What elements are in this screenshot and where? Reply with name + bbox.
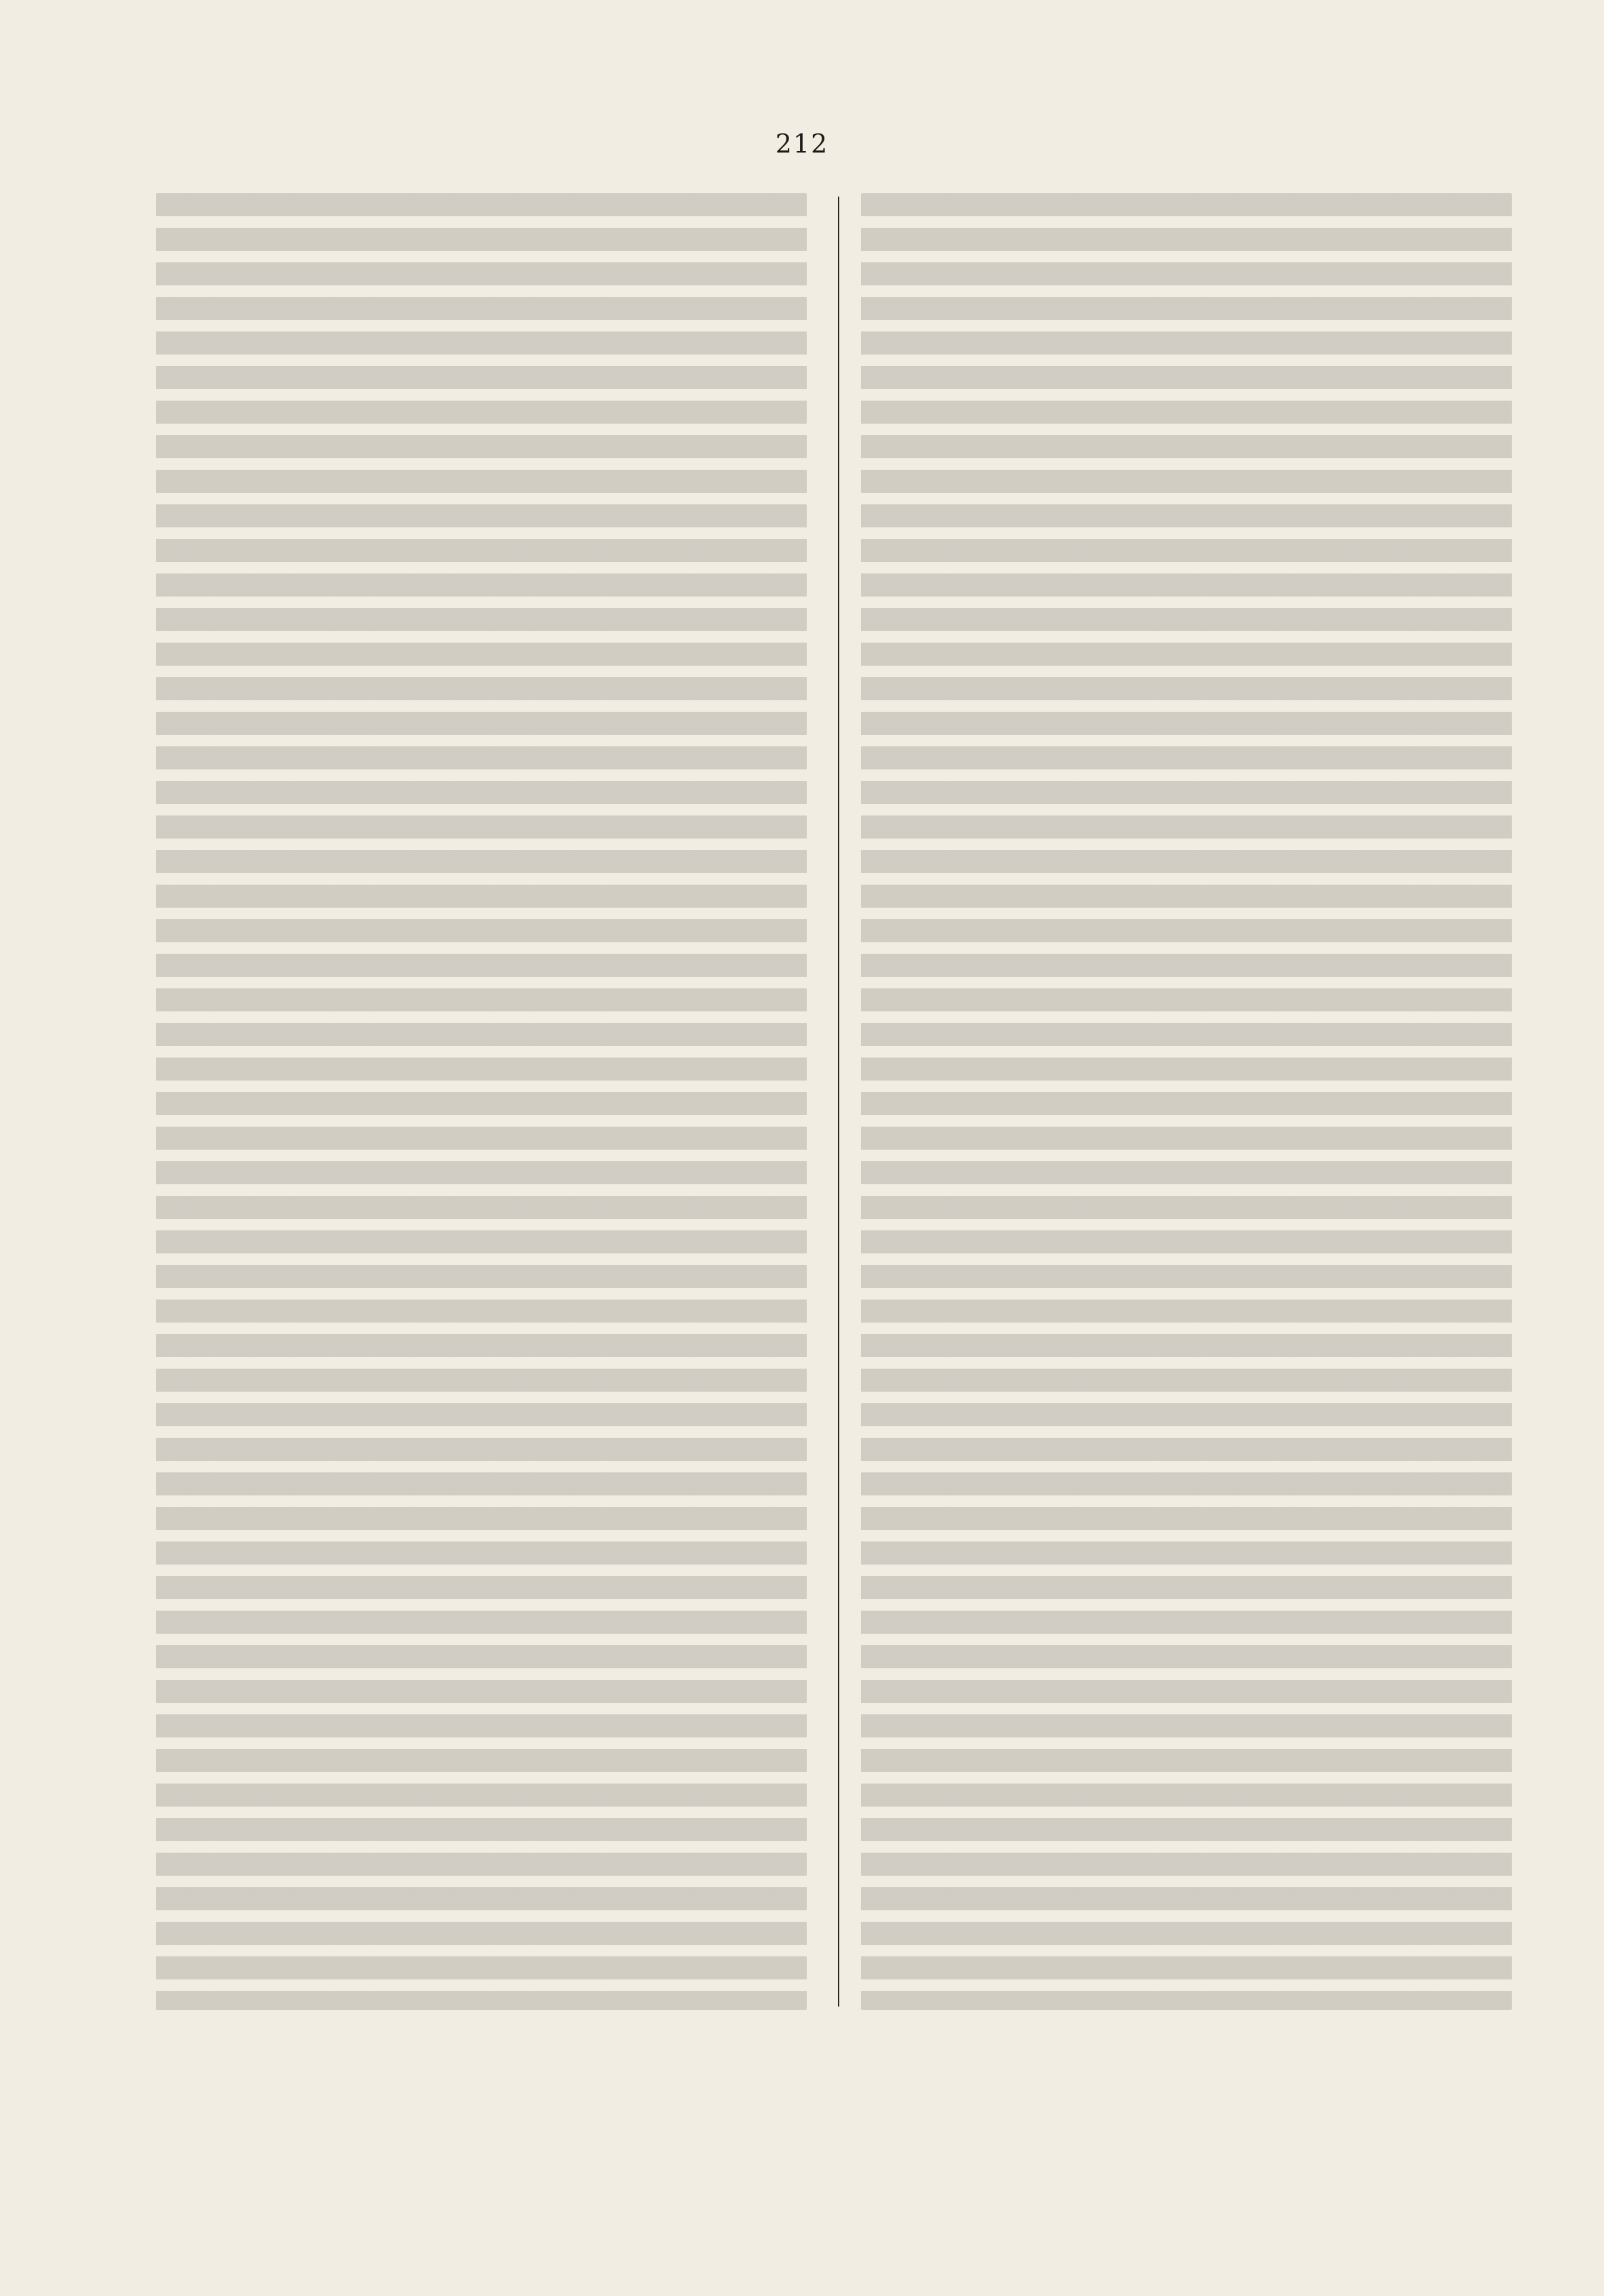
right-column xyxy=(861,193,1512,2010)
column-divider xyxy=(838,197,839,2007)
left-column-text-placeholder xyxy=(156,193,807,2010)
page-number: 212 xyxy=(775,129,829,159)
right-column-text-placeholder xyxy=(861,193,1512,2010)
left-column xyxy=(156,193,807,2010)
